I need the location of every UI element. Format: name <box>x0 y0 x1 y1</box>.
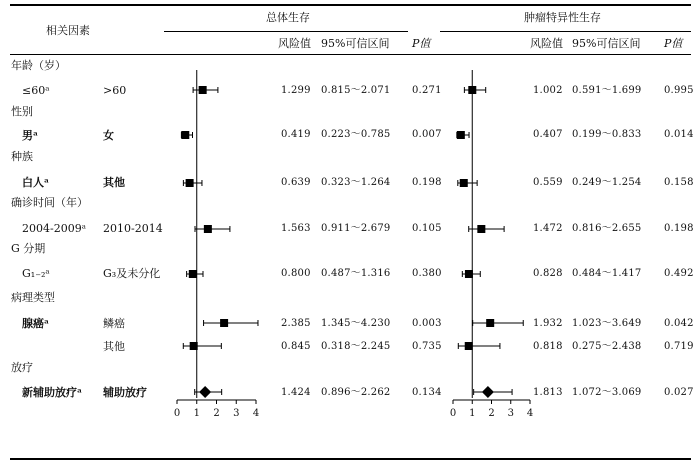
x-tick-label: 0 <box>449 408 457 419</box>
hr-point <box>220 319 228 327</box>
os-hr: 1.299 <box>281 85 311 96</box>
hr-point <box>465 270 473 278</box>
hr-point <box>181 131 189 139</box>
os-hr: 2.385 <box>281 318 311 329</box>
x-tick-label: 2 <box>488 408 495 419</box>
css-ci: 1.023～3.649 <box>572 318 642 329</box>
css-ci: 0.591～1.699 <box>572 85 642 96</box>
ref-radiotherapy: 新辅助放疗ᵃ <box>22 386 83 399</box>
css-hr: 1.002 <box>533 85 563 96</box>
label-sex-female: 女 <box>103 129 114 142</box>
css-p: 0.719 <box>664 341 694 352</box>
hr-point <box>465 342 473 350</box>
label-diagnosis-2010: 2010-2014 <box>103 222 163 235</box>
css-ci: 0.275～2.438 <box>572 341 642 352</box>
hr-point <box>477 225 485 233</box>
section-title-diagnosis: 确诊时间（年） <box>11 196 88 209</box>
ref-grade: G₁₋₂ᵃ <box>22 267 50 280</box>
x-tick-label: 1 <box>193 408 200 419</box>
os-ci: 1.345～4.230 <box>321 318 391 329</box>
css-ci: 0.484～1.417 <box>572 268 642 279</box>
os-hr: 1.424 <box>281 387 311 398</box>
hr-point <box>189 270 197 278</box>
os-hr: 1.563 <box>281 223 311 234</box>
factor-header: 相关因素 <box>46 24 90 37</box>
section-title-radiotherapy: 放疗 <box>11 361 33 374</box>
section-title-age: 年龄（岁） <box>11 59 66 72</box>
overall-title: 总体生存 <box>266 11 310 24</box>
x-tick-label: 3 <box>233 408 240 419</box>
hr-point <box>460 179 468 187</box>
label-grade-g3: G₃及未分化 <box>103 267 161 280</box>
ref-sex: 男ᵃ <box>22 129 39 142</box>
os-hr-header: 风险值 <box>278 37 311 50</box>
x-tick-label: 0 <box>173 408 181 419</box>
x-tick-label: 3 <box>507 408 514 419</box>
hr-point <box>199 86 207 94</box>
hr-point <box>457 131 465 139</box>
os-ci: 0.896～2.262 <box>321 387 391 398</box>
label-pathology-squamous: 鳞癌 <box>103 317 125 330</box>
css-hr: 0.559 <box>533 177 563 188</box>
os-hr: 0.419 <box>281 129 311 140</box>
css-p: 0.492 <box>664 268 694 279</box>
os-ci: 0.911～2.679 <box>321 223 391 234</box>
os-p: 0.380 <box>412 268 442 279</box>
ref-pathology: 腺癌ᵃ <box>22 317 50 330</box>
label-pathology-other: 其他 <box>103 340 125 353</box>
section-title-sex: 性别 <box>11 105 33 118</box>
css-p: 0.198 <box>664 223 694 234</box>
os-ci-header: 95%可信区间 <box>321 37 390 50</box>
css-p-header: P值 <box>664 37 683 50</box>
os-hr: 0.845 <box>281 341 311 352</box>
os-ci: 0.815～2.071 <box>321 85 391 96</box>
hr-point <box>190 342 198 350</box>
os-p-header: P值 <box>412 37 431 50</box>
css-ci: 0.816～2.655 <box>572 223 642 234</box>
ref-race: 白人ᵃ <box>22 176 50 189</box>
css-hr-header: 风险值 <box>530 37 563 50</box>
css-p: 0.158 <box>664 177 694 188</box>
css-p: 0.995 <box>664 85 694 96</box>
section-title-race: 种族 <box>11 150 33 163</box>
css-hr: 1.813 <box>533 387 563 398</box>
x-tick-label: 4 <box>526 408 534 419</box>
hr-point <box>486 319 494 327</box>
label-age-over60: >60 <box>103 84 127 97</box>
css-ci-header: 95%可信区间 <box>572 37 641 50</box>
os-p: 0.003 <box>412 318 442 329</box>
css-p: 0.027 <box>664 387 694 398</box>
hr-diamond <box>482 386 494 398</box>
section-title-grade: G 分期 <box>11 242 46 255</box>
css-hr: 0.828 <box>533 268 563 279</box>
os-ci: 0.223～0.785 <box>321 129 391 140</box>
x-tick-label: 2 <box>213 408 220 419</box>
label-radiotherapy-adjuvant: 辅助放疗 <box>103 386 147 399</box>
os-hr: 0.639 <box>281 177 311 188</box>
os-ci: 0.323～1.264 <box>321 177 391 188</box>
css-p: 0.042 <box>664 318 694 329</box>
ref-diagnosis: 2004-2009ᵃ <box>22 222 86 235</box>
os-p: 0.007 <box>412 129 442 140</box>
x-tick-label: 1 <box>469 408 476 419</box>
cancer-title: 肿瘤特异性生存 <box>524 11 601 24</box>
os-ci: 0.318～2.245 <box>321 341 391 352</box>
os-hr: 0.800 <box>281 268 311 279</box>
css-hr: 0.407 <box>533 129 563 140</box>
css-ci: 1.072～3.069 <box>572 387 642 398</box>
section-title-pathology: 病理类型 <box>11 291 55 304</box>
os-p: 0.735 <box>412 341 442 352</box>
x-tick-label: 4 <box>252 408 260 419</box>
os-p: 0.105 <box>412 223 442 234</box>
hr-diamond <box>199 386 211 398</box>
os-p: 0.134 <box>412 387 442 398</box>
css-p: 0.014 <box>664 129 694 140</box>
os-p: 0.198 <box>412 177 442 188</box>
hr-point <box>204 225 212 233</box>
css-ci: 0.199～0.833 <box>572 129 642 140</box>
label-race-other: 其他 <box>103 176 125 189</box>
ref-age: ≤60ᵃ <box>22 84 50 97</box>
css-hr: 0.818 <box>533 341 563 352</box>
os-ci: 0.487～1.316 <box>321 268 391 279</box>
os-p: 0.271 <box>412 85 442 96</box>
hr-point <box>468 86 476 94</box>
css-hr: 1.472 <box>533 223 563 234</box>
hr-point <box>186 179 194 187</box>
css-ci: 0.249～1.254 <box>572 177 642 188</box>
css-hr: 1.932 <box>533 318 563 329</box>
